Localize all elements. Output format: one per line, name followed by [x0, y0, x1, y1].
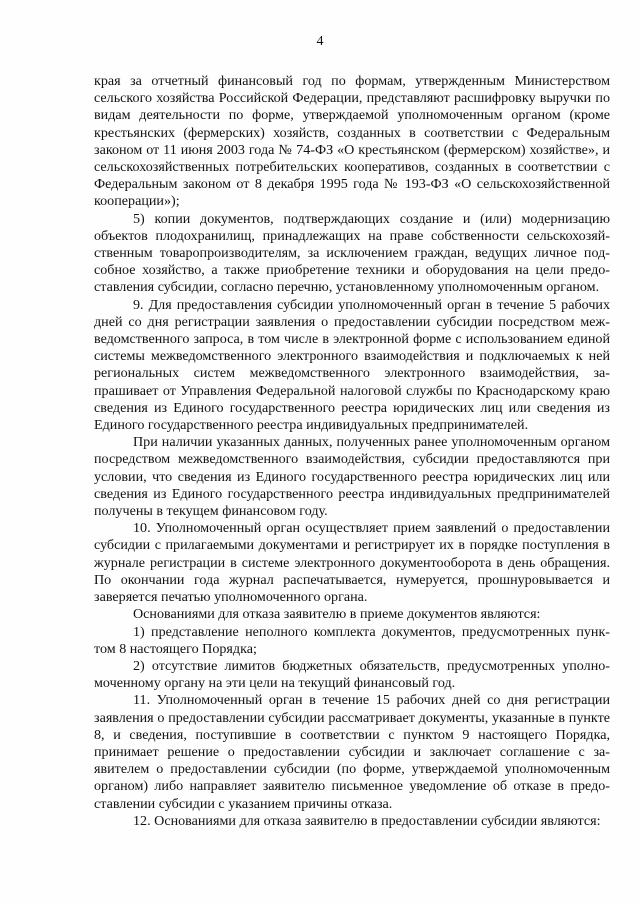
paragraph-clause-10: 10. Уполномоченный орган осуществляет прием заявлений о предоставлении субсидии с прилагаемыми документами и регистрирует их в порядке поступления в журнале регистрации в системе электронного документооборота в день обращения. По окончании года журнал распечатывается, нумеруется, прошнуровывается и заверяется печатью уполномоченного органа. [94, 520, 610, 606]
document-body [94, 73, 610, 830]
paragraph-clause-11: 11. Уполномоченный орган в течение 15 рабочих дней со дня регистрации заявления о предоставлении субсидии рассматривает документы, указанные в пункте 8, и сведения, поступившие в соответствии с пунктом 9 настоящего Порядка, принимает решение о предоставлении субсидии и заключает соглашение с заявителем о предоставлении субсидии (по форме, утверждаемой уполномоченным органом) либо направляет заявителю письменное уведомление об отказе в предоставлении субсидии с указанием причины отказа. [94, 692, 610, 812]
paragraph-clause-9: 9. Для предоставления субсидии уполномоченный орган в течение 5 рабочих дней со дня регистрации заявления о предоставлении субсидии посредством межведомственного запроса, в том числе в электронной форме с использованием единой системы межведомственного электронного взаимодействия и подключаемых к ней региональных систем межведомственного электронного взаимодействия, запрашивает от Управления Федеральной налоговой службы по Краснодарскому краю сведения из Единого государственного реестра юридических лиц или сведения из Единого государственного реестра индивидуальных предпринимателей. [94, 296, 610, 434]
paragraph-item-5: 5) копии документов, подтверждающих создание и (или) модернизацию объектов плодохранилищ, принадлежащих на праве собственности сельскохозяйственным товаропроизводителям, за исключением граждан, ведущих личное подсобное хозяйство, а также приобретение техники и оборудования на цели предоставления субсидии, согласно перечню, установленному уполномоченным органом. [94, 210, 610, 296]
paragraph-refusal-grounds-intro: Основаниями для отказа заявителю в приеме документов являются: [133, 606, 541, 623]
paragraph-clause-12: 12. Основаниями для отказа заявителю в предоставлении субсидии являются: [133, 812, 601, 829]
paragraph-refusal-ground-2: 2) отсутствие лимитов бюджетных обязательств, предусмотренных уполномоченному органу на эти цели на текущий финансовый год. [94, 657, 610, 692]
page-number: 4 [316, 34, 324, 49]
paragraph-refusal-ground-1: 1) представление неполного комплекта документов, предусмотренных пунктом 8 настоящего Порядка; [94, 623, 610, 657]
paragraph-continuation: края за отчетный финансовый год по формам, утвержденным Министерством сельского хозяйства Российской Федерации, представляют расшифровку выручки по видам деятельности по форме, утверждаемой уполномоченным органом (кроме крестьянских (фермерских) хозяйств, созданных в соответствии с Федеральным законом от 11 июня 2003 года № 74-ФЗ «О крестьянском (фермерском) хозяйстве», и сельскохозяйственных потребительских кооперативов, созданных в соответствии с Федеральным законом от 8 декабря 1995 года № 193-ФЗ «О сельскохозяйственной кооперации»); [94, 73, 610, 210]
paragraph-clause-9-condition: При наличии указанных данных, полученных ранее уполномоченным органом посредством межведомственного взаимодействия, субсидии предоставляются при условии, что сведения из Единого государственного реестра юридических лиц или сведения из Единого государственного реестра индивидуальных предпринимателей получены в текущем финансовом году. [94, 434, 610, 520]
